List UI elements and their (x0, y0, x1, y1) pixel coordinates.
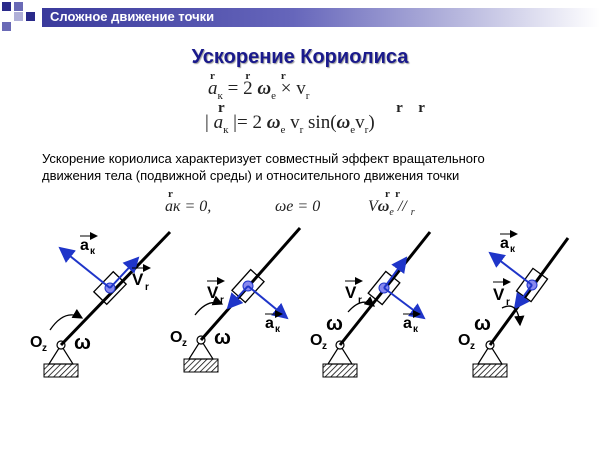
formula-vec-marks-1: r r r (210, 70, 300, 82)
omega-label-4: ω (474, 313, 491, 335)
diagram-4 (458, 234, 568, 377)
f1-sub-r: r (305, 89, 310, 102)
f1-a: a (208, 78, 218, 99)
f2-a: a (213, 112, 224, 133)
ak-sub-1: к (90, 246, 96, 257)
f2-sub-r2: r (364, 123, 369, 136)
omega-label-1: ω (74, 332, 91, 354)
f1-eq: = 2 (227, 78, 253, 99)
f1-omega: ω (257, 78, 272, 99)
f2-v: v (290, 112, 300, 133)
diagram-1 (30, 232, 170, 377)
ak-label-3: a (403, 315, 412, 332)
cond-vec-mark-1: r (168, 188, 173, 200)
f2-omega2: ω (336, 112, 351, 133)
vr-sub-1: r (145, 282, 149, 293)
f2-bar-eq: |= 2 (233, 112, 262, 133)
f1-times: × (280, 78, 292, 99)
oz-sub-3: z (322, 341, 327, 352)
ground-3 (323, 364, 357, 377)
diagram-2 (170, 228, 300, 372)
f2-sub-r: r (299, 123, 304, 136)
vr-arrow-4 (515, 285, 532, 308)
page-title: Ускорение Кориолиса (191, 46, 409, 68)
diagram-3 (310, 232, 430, 377)
ak-arrow-1 (60, 248, 110, 288)
vr-label-4: V (493, 285, 505, 304)
ak-label-2: a (265, 315, 274, 332)
cond-omega: ω (377, 198, 390, 215)
oz-sub-1: z (42, 343, 47, 354)
vr-label-3: V (345, 283, 357, 302)
ak-arrow-2 (248, 286, 287, 318)
cond-sub-e: e (389, 207, 394, 219)
ak-sub-2: к (275, 324, 281, 335)
vr-arrow-2 (228, 286, 248, 308)
oz-label-3: O (310, 332, 323, 349)
cond-par: // (397, 198, 407, 215)
ground-1 (44, 364, 78, 377)
f2-sub-k: к (223, 123, 229, 136)
oz-label-2: O (170, 329, 183, 346)
ak-sub-3: к (413, 324, 419, 335)
condition-a-zero: aк = 0, (165, 198, 212, 215)
f2-close: ) (368, 112, 375, 133)
f2-sin: sin( (308, 112, 337, 133)
omega-label-3: ω (326, 313, 343, 335)
ak-arrow-4 (490, 253, 532, 285)
omega-arc-2 (195, 302, 222, 315)
vr-label-2: V (207, 283, 219, 302)
cond-v: V (368, 198, 378, 215)
condition-omega-zero: ωe = 0 (275, 198, 321, 215)
oz-sub-4: z (470, 341, 475, 352)
f2-sub-e2: e (350, 123, 356, 136)
formula-vec-marks-2: r r r (218, 100, 431, 116)
f1-v: v (296, 78, 306, 99)
oz-sub-2: z (182, 338, 187, 349)
f1-sub-e: e (271, 89, 276, 102)
ground-2 (184, 359, 218, 372)
ak-sub-4: к (510, 244, 516, 255)
omega-label-2: ω (214, 327, 231, 349)
description-line-2: движения тела (подвижной среды) и относительного движения точки (42, 168, 460, 183)
ak-label-4: a (500, 235, 509, 252)
ground-4 (473, 364, 507, 377)
f2-v2: v (355, 112, 365, 133)
cond-sub-r: r (410, 207, 415, 219)
vr-label-1: V (132, 270, 144, 289)
oz-label-1: O (30, 334, 43, 351)
oz-label-4: O (458, 332, 471, 349)
rod-1 (61, 232, 170, 345)
cond-vec-mark-3: r r (385, 188, 401, 200)
header-title: Сложное движение точки (50, 9, 215, 24)
f2-bar-open: | (205, 112, 209, 133)
vr-sub-4: r (506, 297, 510, 308)
f2-omega: ω (266, 112, 281, 133)
f1-sub-k: к (217, 89, 223, 102)
f2-sub-e: e (280, 123, 286, 136)
vr-sub-3: r (358, 295, 362, 306)
vr-sub-2: r (220, 295, 224, 306)
description-line-1: Ускорение кориолиса характеризует совместный эффект вращательного (42, 151, 485, 166)
ak-label-1: a (80, 237, 89, 254)
